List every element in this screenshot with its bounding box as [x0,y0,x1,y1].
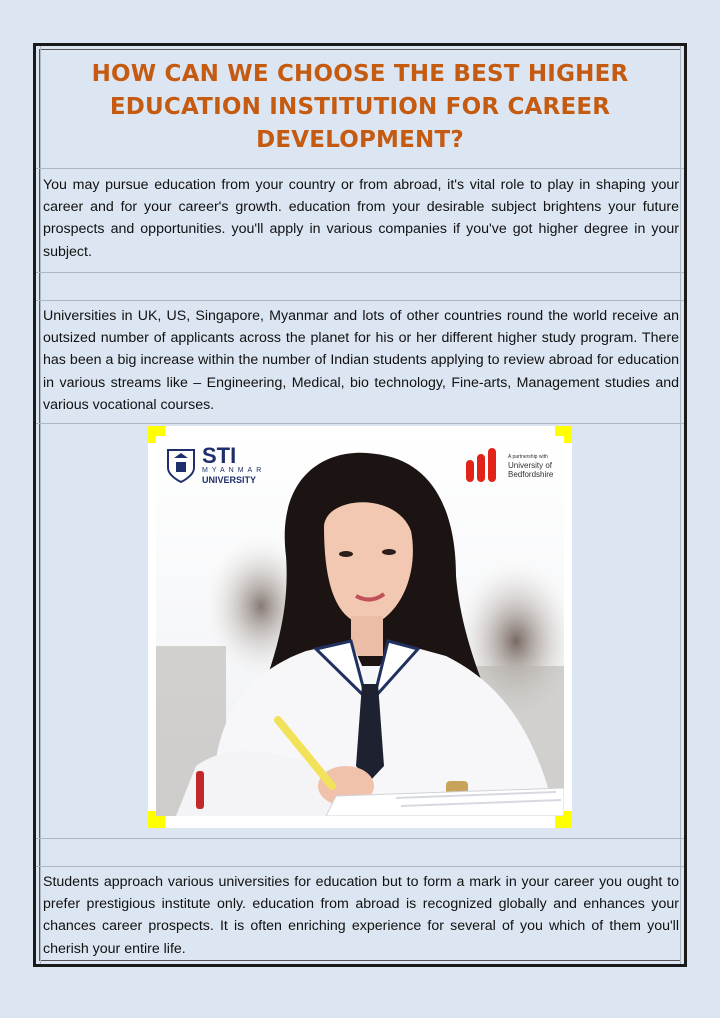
uob-mark-icon [464,446,504,486]
sti-logo [166,443,266,485]
uob-line2: Bedfordshire [508,470,554,479]
grid-line [40,46,41,964]
grid-line [36,838,684,839]
grid-line [36,168,684,169]
paragraph-3: Students approach various universities for education but to form a mark in your career you ought to prefer prestigious institute only. education from abroad is recognized globally and enhances your chances career prospects. It is often enriching experience for several of you which of them you'll cherish your entire life. [43,874,679,957]
grid-line [680,46,681,964]
sti-country: MYANMAR [202,467,266,474]
grid-line [36,272,684,273]
paragraph-2: Universities in UK, US, Singapore, Myanmar and lots of other countries round the world receive an outsized number of applicants across the planet for his or her different higher study program. There has been a big increase within the number of Indian students applying to review abroad for education in various streams like – Engineering, Medical, bio technology, Fine-arts, Management studies and various vocational courses. [43,308,679,413]
shield-icon [166,448,196,484]
sti-university: UNIVERSITY [202,475,257,485]
student-illustration [156,436,564,816]
sti-name: STI [202,443,237,468]
grid-line [36,423,684,424]
page-title: HOW CAN WE CHOOSE THE BEST HIGHER EDUCATION INSTITUTION FOR CAREER DEVELOPMENT? [91,61,629,153]
uob-line1: University of [508,461,553,470]
grid-line [36,866,684,867]
bedfordshire-logo [464,446,553,486]
paragraph-1: You may pursue education from your country or from abroad, it's vital role to play in shaping your career and for your career's growth. education from your desirable subject brightens your future prospects and opportunities. you'll apply in various companies if you've got higher degree in your subject. [43,177,679,260]
grid-line [36,300,684,301]
student-photo [156,436,564,816]
uob-tagline: A partnership with [508,454,548,460]
